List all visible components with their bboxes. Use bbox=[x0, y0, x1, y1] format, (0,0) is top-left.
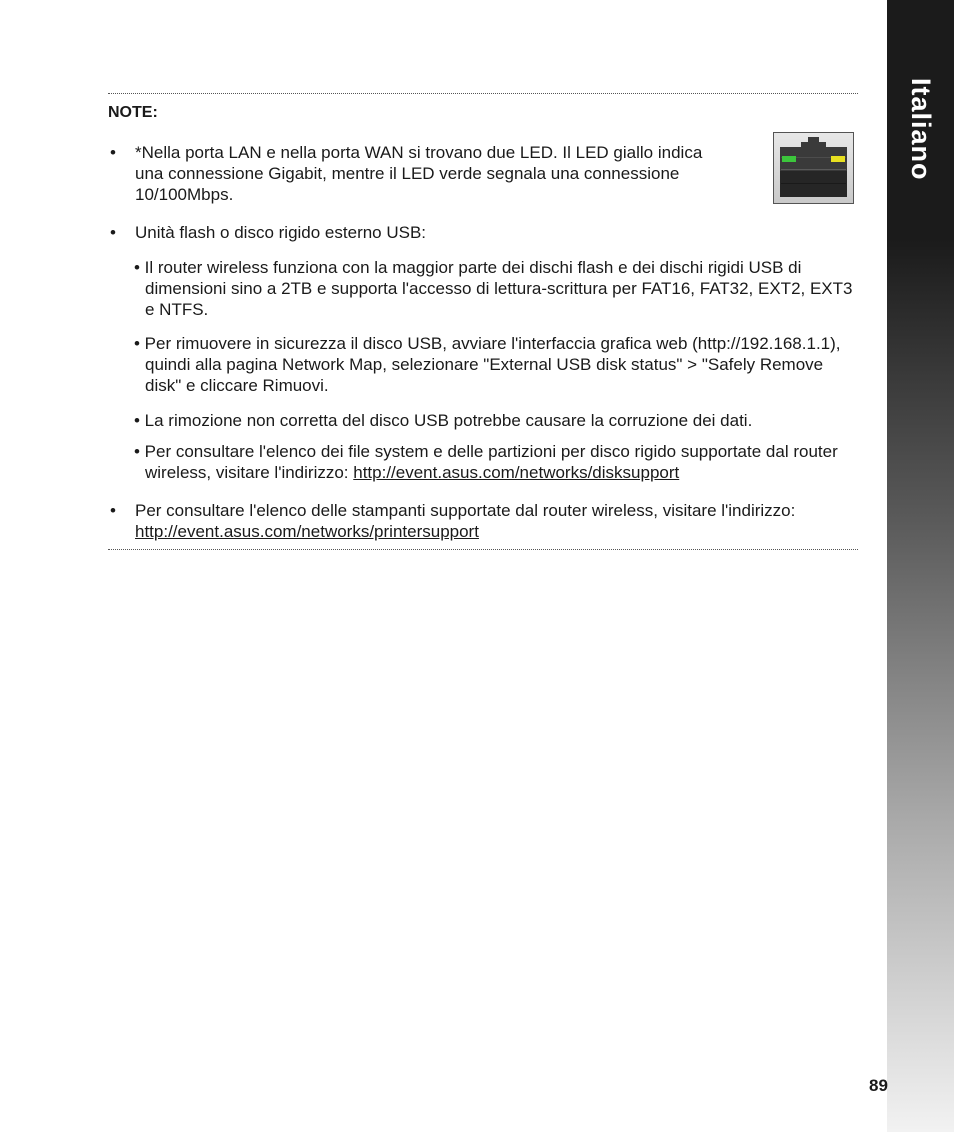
note-heading: NOTE: bbox=[108, 104, 158, 121]
usb-subitem-disk-support bbox=[134, 441, 875, 483]
yellow-led bbox=[831, 156, 845, 162]
green-led bbox=[782, 156, 796, 162]
disk-support-link[interactable]: http://event.asus.com/networks/disksupport bbox=[353, 463, 680, 482]
printer-support-link[interactable]: http://event.asus.com/networks/printersupport bbox=[135, 522, 479, 541]
language-tab-label: Italiano bbox=[906, 78, 936, 181]
usb-note-bullet: • bbox=[110, 223, 116, 242]
usb-subitem-safe-removal: • Per rimuovere in sicurezza il disco USB, avviare l'interfaccia grafica web (http://192.168.1.1), quindi alla pagina Network Map, selezionare "External USB disk status" > "Safely Remove disk" e cliccare Rimuovi. bbox=[134, 334, 841, 395]
printer-note-bullet: • bbox=[110, 501, 116, 520]
disk-support-text: • Per consultare l'elenco dei file system e delle partizioni per disco rigido supportate dal router wireless, visitare l'indirizzo: bbox=[134, 442, 838, 482]
note-bottom-divider bbox=[108, 549, 858, 550]
ethernet-port-image bbox=[773, 132, 854, 204]
usb-subitem-compatibility: • Il router wireless funziona con la maggior parte dei dischi flash e dei dischi rigidi USB di dimensioni sino a 2TB e supporta l'accesso di lettura-scrittura per FAT16, FAT32, EXT2, EXT3 e NTFS. bbox=[134, 258, 853, 319]
printer-note-text bbox=[135, 500, 835, 542]
note-top-divider bbox=[108, 93, 858, 94]
page-number: 89 bbox=[869, 1076, 888, 1095]
usb-subitem-data-warning: • La rimozione non corretta del disco USB potrebbe causare la corruzione dei dati. bbox=[134, 411, 753, 430]
usb-note-text: Unità flash o disco rigido esterno USB: bbox=[135, 223, 427, 242]
printer-support-text: Per consultare l'elenco delle stampanti supportate dal router wireless, visitare l'indirizzo: bbox=[135, 501, 796, 520]
led-note-bullet: • bbox=[110, 143, 116, 162]
led-note-text: *Nella porta LAN e nella porta WAN si trovano due LED. Il LED giallo indica una connessione Gigabit, mentre il LED verde segnala una connessione 10/100Mbps. bbox=[135, 143, 703, 204]
